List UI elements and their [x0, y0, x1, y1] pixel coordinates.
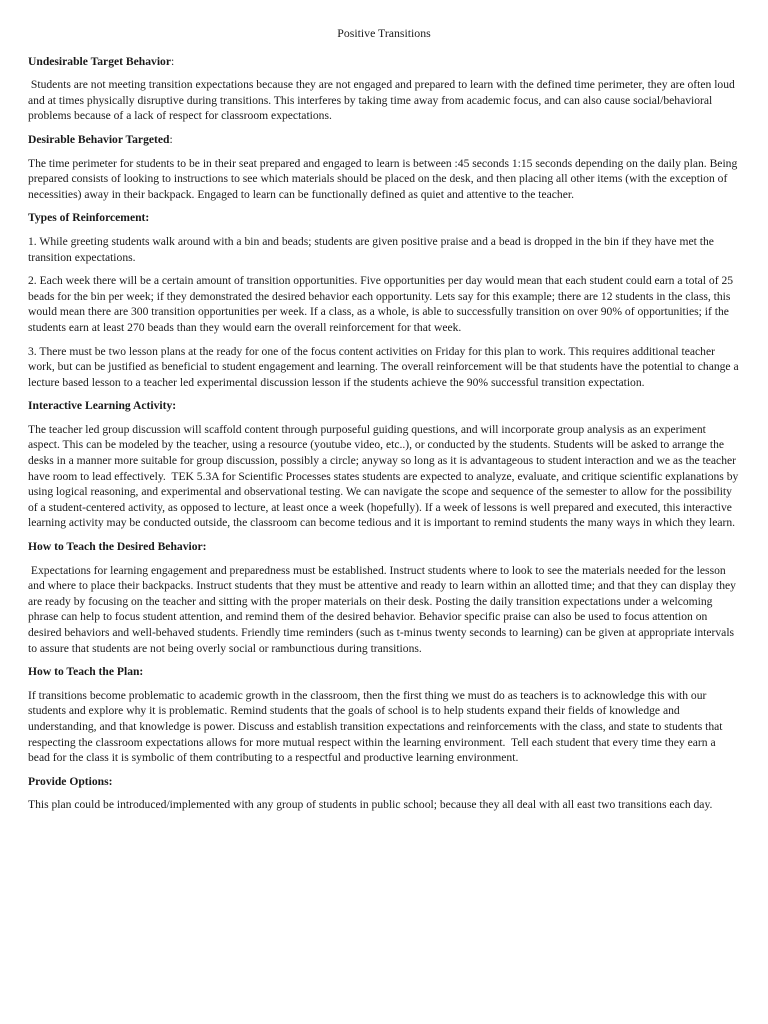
section-heading-text: Undesirable Target Behavior: [28, 54, 171, 68]
section-paragraph: Students are not meeting transition expectations because they are not engaged and prepared to learn with the defined time perimeter, they are often loud and at times physically disruptive during transitions. This interferes by taking time away from academic focus, and can also cause social/behavioral problems because of a lack of respect for classroom expectations.: [28, 78, 738, 123]
section-paragraph: 3. There must be two lesson plans at the ready for one of the focus content activities on Friday for this plan to work. This requires additional teacher work, but can be justified as beneficial to student engagement and learning. The overall reinforcement will be that students have the potential to change a lecture based lesson to a teacher led experimental discussion lesson if the students achieve the 90% successful transition expectation.: [28, 344, 742, 389]
section-paragraph: The time perimeter for students to be in their seat prepared and engaged to learn is between :45 seconds 1:15 seconds depending on the daily plan. Being prepared consists of looking to instructions to see which materials should be placed on the desk, and then placing all other items (with the exception of necessities) away in their backpack. Engaged to learn can be functionally defined as quiet and attentive to the teacher.: [28, 156, 741, 201]
section: [28, 664, 740, 766]
section-heading: [28, 210, 740, 226]
section-heading: [28, 664, 740, 680]
section-heading-suffix: :: [171, 54, 175, 68]
section-heading-text: Desirable Behavior Targeted: [28, 132, 170, 146]
section-heading: [28, 54, 740, 70]
section-heading: [28, 539, 740, 555]
section-heading-text: Interactive Learning Activity:: [28, 399, 177, 413]
section-paragraph: If transitions become problematic to academic growth in the classroom, then the first thing we must do as teachers is to acknowledge this with our students and explore why it is problematic. Remind students that the goals of school is to help students expand their fields of knowledge and understanding, and that knowledge is power. Discuss and establish transition expectations and reinforcements with the class, and state to students that respecting the classroom expectations allows for more mutual respect within the learning environment. Tell each student that every time they earn a bead for the class it is symbolic of them contributing to a respectful and productive learning environment.: [28, 688, 726, 765]
section: [28, 774, 740, 813]
section-paragraph: 2. Each week there will be a certain amount of transition opportunities. Five opportunities per day would mean that each student could earn a total of 25 beads for the bin per week; if they demonstrated the desired behavior each opportunity. Lets say for this example; there are 12 students in the class, this would mean there are 300 transition opportunities per week. If a class, as a whole, is able to successfully transition on over 90% of opportunities; if the students earn at least 270 beads than they would earn the overall reinforcement for that week.: [28, 274, 736, 334]
section: [28, 132, 740, 202]
section-heading: [28, 774, 740, 790]
section: [28, 398, 740, 531]
document-title: Positive Transitions: [337, 26, 431, 40]
section-paragraph: Expectations for learning engagement and preparedness must be established. Instruct students where to look to see the materials needed for the lesson and where to place their backpacks. Instruct students that they must be attentive and ready to learn within an allotted time; and that they can display they are ready by focusing on the teacher and sitting with the proper materials on their desk. Posting the daily transition expectations under a welcoming phrase can help to focus student attention, and remind them of the desired behavior. Behavior specific praise can also be used to focus attention on desired behaviors and well-behaved students. Friendly time reminders (such as t-minus twenty seconds to learning) can be given at appropriate intervals to assure that students are not being overly social or rambunctious during transitions.: [28, 563, 739, 655]
section-paragraph: The teacher led group discussion will scaffold content through purposeful guiding questions, and will incorporate group analysis as an experiment aspect. This can be modeled by the teacher, using a resource (youtube video, etc..), or conducted by the students. Students will be asked to arrange the desks in a manner more suitable for group discussion, possibly a circle; anyway so long as it is advantageous to student interaction and we as the teacher have room to lead effectively. TEK 5.3A for Scientific Processes states students are expected to analyze, evaluate, and critique scientific explanations by using logical reasoning, and experimental and observational testing. We can navigate the scope and sequence of the semester to allow for the possibility of a student-centered activity, as opposed to lecture, at least once a week (hopefully). If a week of lessons is well prepared and executed, this interactive learning activity may be conducted outside, the classroom can become tedious and it is important to remind students the many ways in which they learn.: [28, 422, 742, 530]
section-heading-text: How to Teach the Plan:: [28, 665, 144, 679]
document-body: [28, 54, 740, 813]
section-heading: [28, 398, 740, 414]
section-paragraph: This plan could be introduced/implemented with any group of students in public school; because they all deal with all east two transitions each day.: [28, 798, 713, 812]
section-heading-suffix: :: [169, 132, 173, 146]
section: [28, 539, 740, 656]
section: [28, 54, 740, 124]
section-heading: [28, 132, 740, 148]
section-heading-text: Types of Reinforcement:: [28, 211, 150, 225]
section-heading-text: How to Teach the Desired Behavior:: [28, 540, 207, 554]
section: [28, 210, 740, 390]
section-paragraph: 1. While greeting students walk around with a bin and beads; students are given positive praise and a bead is dropped in the bin if they have met the transition expectations.: [28, 234, 717, 264]
section-heading-text: Provide Options:: [28, 774, 113, 788]
